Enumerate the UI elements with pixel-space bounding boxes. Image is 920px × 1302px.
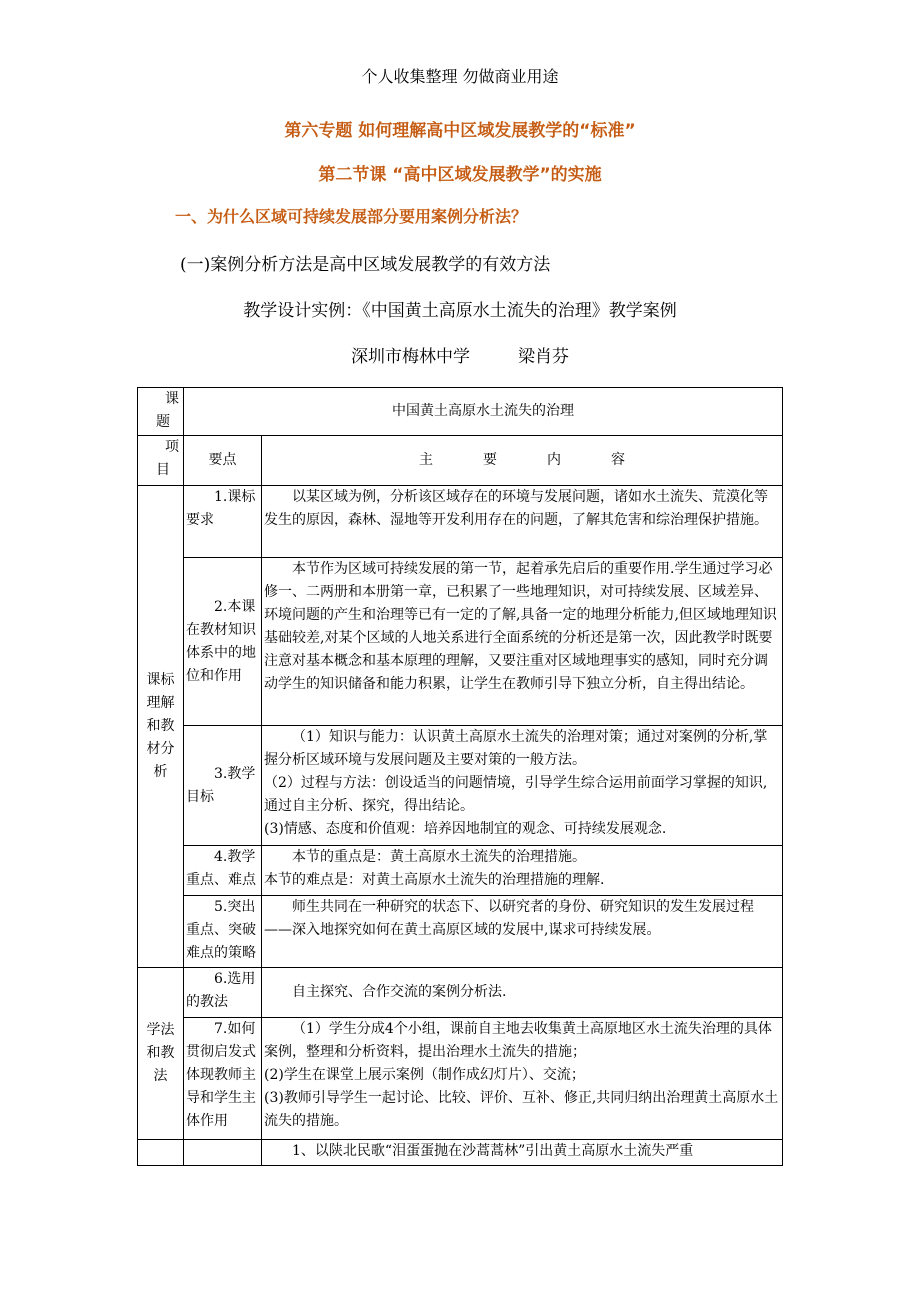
row-label-text: 6.选用的教法 [186,971,256,1010]
row-label-text: 7.如何贯彻启发式体现教师主导和学生主体作用 [186,1021,256,1129]
topic-label-a: 课 [165,391,179,407]
page-notice: 个人收集整理 勿做商业用途 [361,67,559,86]
row-content-text: 本节作为区域可持续发展的第一节，起着承先启后的重要作用.学生通过学习必修一、二两册和本册第一章，已积累了一些地理知识，对可持续发展、区域差异、环境问题的产生和治理等已有一定的了解,具备一定的地理分析能力,但区域地理知识基础较差,对某个区域的人地关系进行全面系统的分析还是第一次，因此教学时既要注意对基本概念和基本原理的理解，又要注重对区域地理事实的感知，同时充分调动学生的知识储备和能力积累，让学生在教师引导下独立分析，自主得出结论。 [264,561,777,692]
content-header-char: 要 [483,452,497,468]
author-line [0,342,920,367]
last-row-label [184,1140,262,1166]
lesson-plan-table [137,387,783,1166]
row-label-text: 5.突出重点、突破难点的策略 [186,899,256,961]
item-label-cell [138,436,184,486]
content-header [262,436,783,486]
row-content-text: 本节的难点是：对黄土高原水土流失的治理措施的理解. [264,872,605,888]
row-content-text: （2）过程与方法：创设适当的问题情境，引导学生综合运用前面学习掌握的知识,通过自主分析、探究，得出结论。 [264,775,768,814]
row-content-text: 以某区域为例，分析该区域存在的环境与发展问题，诸如水土流失、荒漠化等发生的原因，森林、湿地等开发利用存在的问题，了解其危害和综治理保护措施。 [264,489,768,528]
row-content [262,558,783,726]
row-content [262,726,783,846]
row-content [262,896,783,968]
row-content [262,968,783,1018]
row-label [184,846,262,896]
row-label-text: 2.本课在教材知识体系中的地位和作用 [186,598,256,684]
row-content-text: 自主探究、合作交流的案例分析法. [292,984,507,1000]
row-content-text: 本节的重点是：黄土高原水土流失的治理措施。 [292,849,586,865]
row-label [184,1018,262,1140]
item-label-a: 项 [165,439,179,455]
row-label [184,558,262,726]
row-content-text: (3)教师引导学生一起讨论、比较、评价、互补、修正,共同归纳出治理黄土高原水土流失的措施。 [264,1090,779,1129]
content-header-char: 主 [419,452,433,468]
row-content [262,846,783,896]
row-label [184,896,262,968]
category-methods: 学法和教法 [138,968,184,1140]
item-label-b: 目 [156,462,170,478]
design-example-line: 教学设计实例：《中国黄土高原水土流失的治理》教学案例 [243,301,677,321]
lesson-title: 第二节课 “高中区域发展教学”的实施 [318,165,602,185]
row-content-text: (3)情感、态度和价值观：培养因地制宜的观念、可持续发展观念. [264,821,667,837]
row-label [184,726,262,846]
row-label-text: 3.教学目标 [186,765,256,805]
topic-label-cell [138,388,184,436]
row-content-text: 师生共同在一种研究的状态下、以研究者的身份、研究知识的发生发展过程——深入地探究如何在黄土高原区域的发展中,谋求可持续发展。 [264,899,754,938]
row-content [262,1140,783,1166]
row-content [262,1018,783,1140]
topic-label-b: 题 [156,414,170,430]
row-label [184,486,262,558]
topic-title: 第六专题 如何理解高中区域发展教学的“标准” [284,121,636,141]
content-header-char: 内 [547,452,561,468]
row-content [262,486,783,558]
author-school: 深圳市梅林中学 [351,347,470,367]
author-name: 梁肖芬 [518,347,569,367]
row-label [184,968,262,1018]
keypoint-header: 要点 [184,436,262,486]
row-content-text: (2)学生在课堂上展示案例（制作成幻灯片）、交流； [264,1067,585,1083]
topic-value: 中国黄土高原水土流失的治理 [184,388,783,436]
row-label-text: 4.教学重点、难点 [186,849,256,888]
content-header-char: 容 [611,452,625,468]
subsection-heading: (一)案例分析方法是高中区域发展教学的有效方法 [180,255,551,275]
row-content-text: （1）学生分成4个小组，课前自主地去收集黄土高原地区水土流失治理的具体案例，整理和分析资料，提出治理水土流失的措施； [264,1021,772,1060]
row-content-text: 1、以陕北民歌“泪蛋蛋抛在沙蒿蒿林”引出黄土高原水土流失严重 [292,1143,694,1159]
last-row-cat [138,1140,184,1166]
row-label-text: 1.课标要求 [186,489,256,528]
row-content-text: （1）知识与能力：认识黄土高原水土流失的治理对策；通过对案例的分析,掌握分析区域环境与发展问题及主要对策的一般方法。 [264,729,768,768]
section-heading: 一、为什么区域可持续发展部分要用案例分析法？ [175,207,528,226]
category-curriculum-analysis: 课标理解和教材分析 [138,486,184,968]
